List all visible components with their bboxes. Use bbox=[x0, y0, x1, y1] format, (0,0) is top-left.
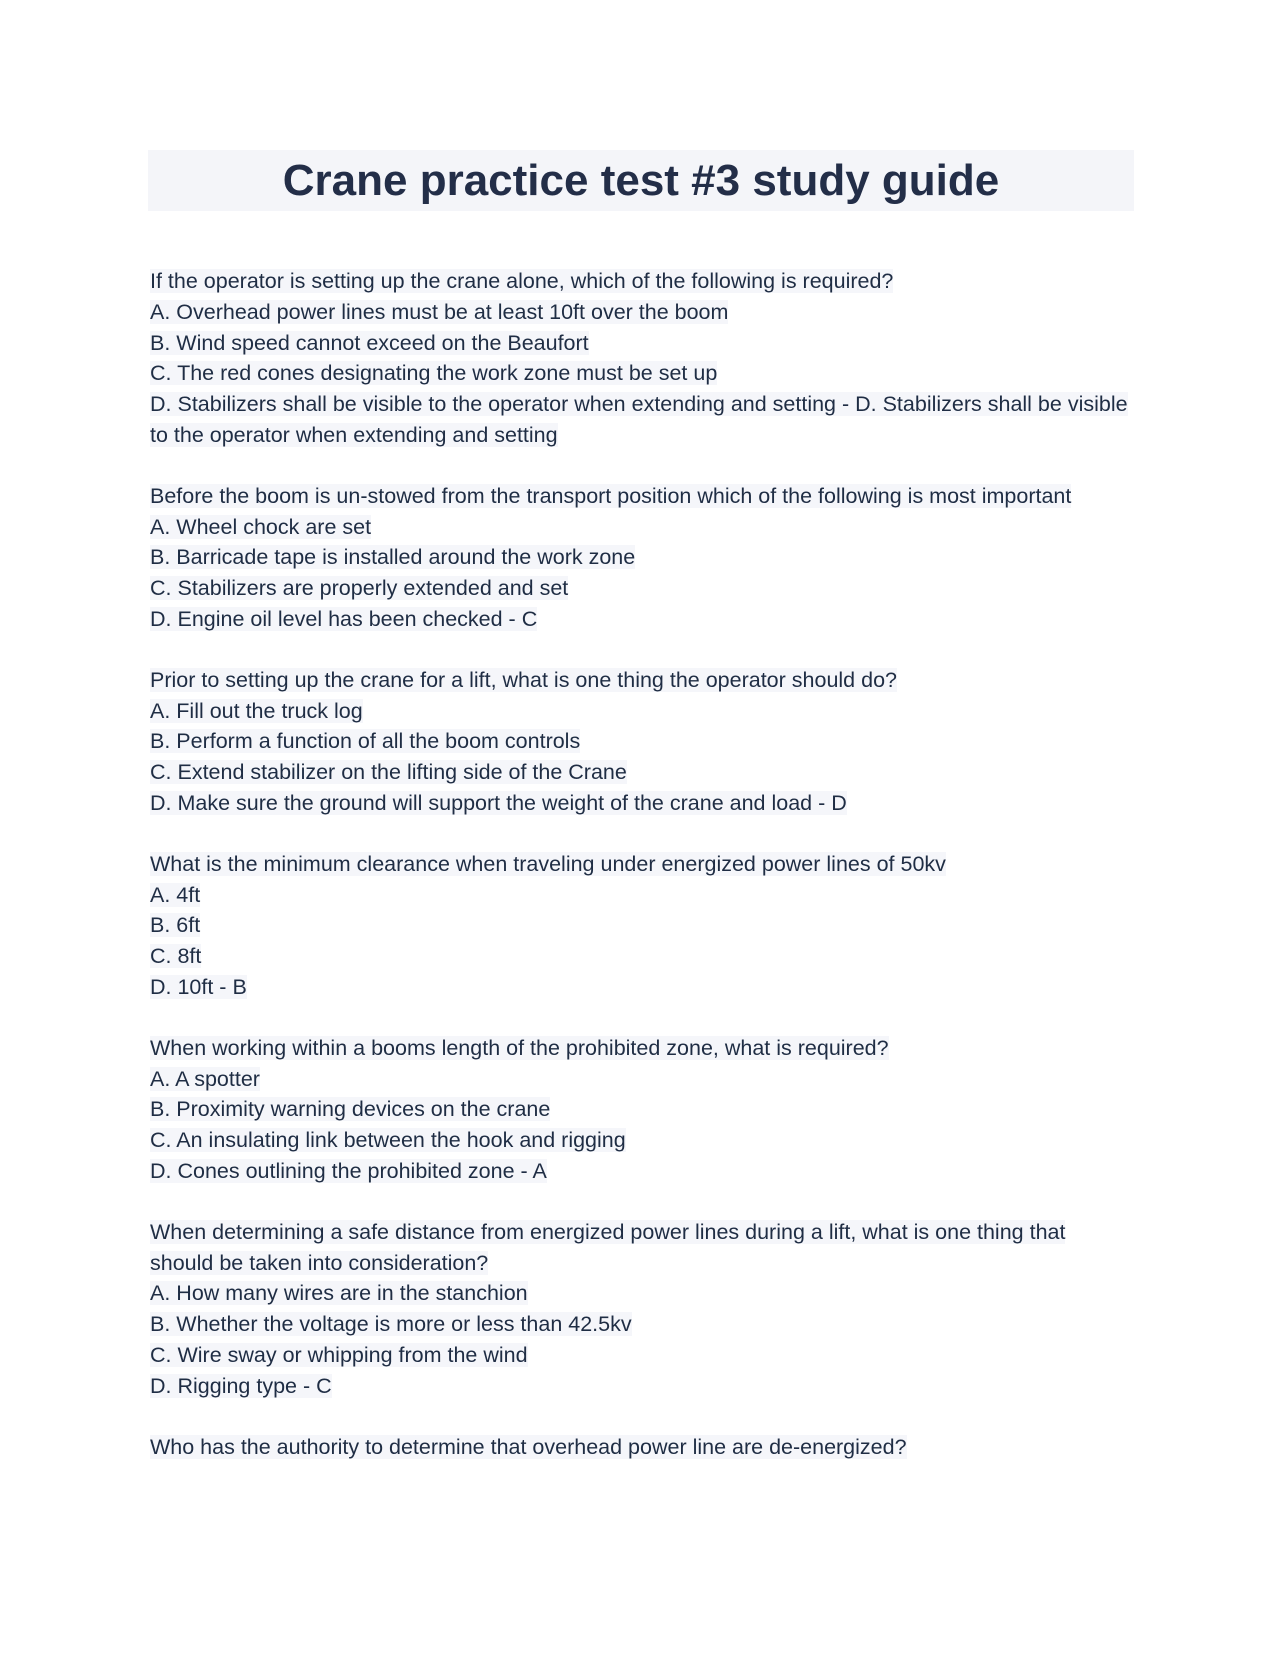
answer-option: B. Whether the voltage is more or less than 42.5kv bbox=[150, 1312, 632, 1337]
question-block bbox=[150, 266, 1130, 451]
document-title: Crane practice test #3 study guide bbox=[282, 155, 1000, 205]
question-block bbox=[150, 1217, 1130, 1402]
answer-option: C. Wire sway or whipping from the wind bbox=[150, 1342, 528, 1367]
answer-option: A. Fill out the truck log bbox=[150, 698, 363, 723]
answer-option: B. Barricade tape is installed around the work zone bbox=[150, 545, 636, 570]
answer-option: B. Proximity warning devices on the crane bbox=[150, 1097, 551, 1122]
answer-option: C. Stabilizers are properly extended and set bbox=[150, 576, 569, 601]
question-text: When working within a booms length of the prohibited zone, what is required? bbox=[150, 1035, 889, 1060]
answer-option: A. How many wires are in the stanchion bbox=[150, 1281, 528, 1306]
answer-option: D. Cones outlining the prohibited zone - A bbox=[150, 1158, 547, 1183]
answer-option: A. 4ft bbox=[150, 882, 201, 907]
answer-option: D. Engine oil level has been checked - C bbox=[150, 606, 538, 631]
question-text: Prior to setting up the crane for a lift, what is one thing the operator should do? bbox=[150, 667, 897, 692]
question-list bbox=[150, 266, 1130, 1492]
answer-option: C. The red cones designating the work zone must be set up bbox=[150, 361, 718, 386]
question-block bbox=[150, 1432, 1130, 1463]
answer-option: D. Rigging type - C bbox=[150, 1373, 332, 1398]
question-block bbox=[150, 849, 1130, 1003]
answer-option: B. Wind speed cannot exceed on the Beaufort bbox=[150, 330, 589, 355]
question-text: When determining a safe distance from energized power lines during a lift, what is one thing that should be taken into consideration? bbox=[150, 1219, 1066, 1275]
question-text: Who has the authority to determine that overhead power line are de-energized? bbox=[150, 1434, 907, 1459]
answer-option: A. Overhead power lines must be at least 10ft over the boom bbox=[150, 299, 729, 324]
answer-option: C. 8ft bbox=[150, 944, 202, 969]
title-band bbox=[148, 150, 1134, 211]
answer-option: A. A spotter bbox=[150, 1066, 260, 1091]
answer-option: A. Wheel chock are set bbox=[150, 514, 372, 539]
answer-option: D. 10ft - B bbox=[150, 974, 247, 999]
answer-option: D. Make sure the ground will support the weight of the crane and load - D bbox=[150, 790, 847, 815]
answer-option: D. Stabilizers shall be visible to the operator when extending and setting - D. Stabilizers shall be visible to the operator when extending and setting bbox=[150, 392, 1128, 447]
answer-option: C. An insulating link between the hook and rigging bbox=[150, 1128, 626, 1153]
question-block bbox=[150, 665, 1130, 819]
question-text: Before the boom is un-stowed from the transport position which of the following is most important bbox=[150, 483, 1072, 508]
question-block bbox=[150, 481, 1130, 635]
question-text: What is the minimum clearance when traveling under energized power lines of 50kv bbox=[150, 851, 946, 876]
answer-option: C. Extend stabilizer on the lifting side of the Crane bbox=[150, 760, 627, 785]
answer-option: B. 6ft bbox=[150, 913, 201, 938]
answer-option: B. Perform a function of all the boom controls bbox=[150, 729, 581, 754]
question-block bbox=[150, 1033, 1130, 1187]
question-text: If the operator is setting up the crane alone, which of the following is required? bbox=[150, 269, 894, 293]
